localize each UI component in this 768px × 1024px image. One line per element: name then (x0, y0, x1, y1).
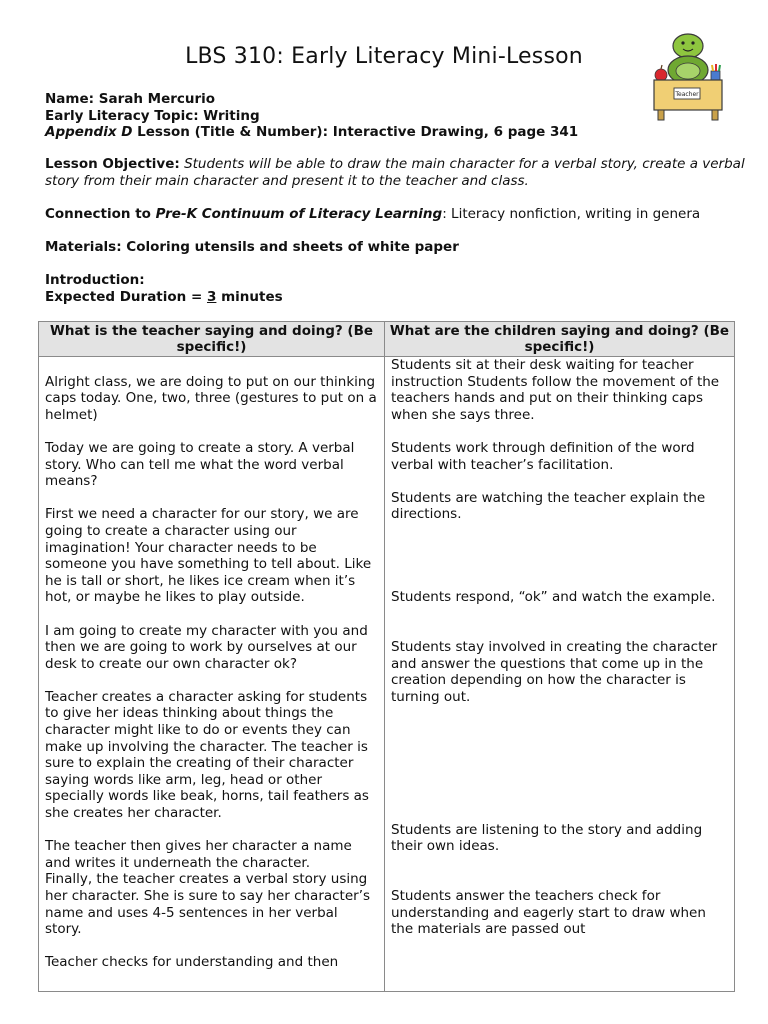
introduction-heading: Introduction: (45, 272, 145, 288)
teacher-step: I am going to create my character with you and then we are going to work by ourselves at our desk to create our own character ok? (45, 622, 368, 672)
children-step: Students are listening to the story and adding their own ideas. (391, 821, 703, 855)
teacher-step: Alright class, we are doing to put on our thinking caps today. One, two, three (gestures to put on a helmet) (45, 373, 377, 423)
teacher-sign-text: Teacher (675, 91, 699, 98)
appendix-label: Appendix D (45, 124, 133, 140)
teacher-step: Finally, the teacher creates a verbal story using her character. She is sure to say her character’s name and uses 4-5 sentences in her verbal story. (45, 871, 371, 938)
teacher-step: Teacher creates a character asking for students to give her ideas thinking about things the character might like to do or events they can make up involving the character. The teacher is sure to explain the creating of their character saying words like arm, leg, head or other specially words like beak, horns, tail feathers as she creates her character. (45, 688, 369, 822)
continuum-title: Pre-K Continuum of Literacy Learning (155, 206, 443, 222)
page-title: LBS 310: Early Literacy Mini-Lesson (185, 44, 583, 69)
materials-line: Materials: Coloring utensils and sheets of white paper (45, 239, 459, 255)
lesson-table (38, 321, 735, 992)
appendix-line (45, 124, 745, 141)
teacher-step: Teacher checks for understanding and then (45, 954, 339, 971)
connection-text: : Literacy nonfiction, writing in genera (442, 206, 701, 222)
literacy-topic: Early Literacy Topic: Writing (45, 107, 260, 124)
connection-line (45, 206, 745, 223)
children-column-header: What are the children saying and doing? (Be specific!) (385, 322, 735, 357)
student-info (45, 91, 745, 141)
expected-duration: Expected Duration = 3 minutes (45, 288, 283, 305)
teacher-step: Today we are going to create a story. A verbal story. Who can tell me what the word verbal means? (45, 439, 355, 490)
children-cell (385, 357, 735, 992)
objective-text: Students will be able to draw the main character for a verbal story, create a verbal story from their main character and present it to the teacher and class. (45, 156, 745, 189)
teacher-column-header: What is the teacher saying and doing? (Be specific!) (39, 322, 385, 357)
teacher-step: The teacher then gives her character a name and writes it underneath the character. (45, 838, 352, 871)
lesson-objective (45, 156, 745, 189)
objective-label: Lesson Objective: (45, 156, 180, 172)
teacher-cell (39, 357, 385, 992)
student-name: Name: Sarah Mercurio (45, 91, 216, 107)
children-step: Students work through definition of the word verbal with teacher’s facilitation. (391, 439, 695, 473)
children-step: Students are watching the teacher explain the directions. (391, 489, 706, 523)
children-step: Students respond, “ok” and watch the example. (391, 589, 716, 606)
children-step: Students sit at their desk waiting for teacher instruction Students follow the movement of the teachers hands and put on their thinking caps when she says three. (391, 357, 720, 423)
children-step: Students answer the teachers check for understanding and eagerly start to draw when the materials are passed out (391, 888, 706, 938)
duration-value: 3 (207, 288, 217, 305)
table-row (39, 357, 735, 992)
lesson-title: Lesson (Title & Number): Interactive Drawing, 6 page 341 (132, 124, 579, 140)
teacher-step: First we need a character for our story, we are going to create a character using our imagination! Your character needs to be someone you have something to tell about. Like he is tall or short, he likes ice cream when it’s hot, or maybe he likes to play outside. (45, 506, 372, 606)
introduction-block (45, 272, 745, 305)
children-step: Students stay involved in creating the character and answer the questions that come up in the creation depending on how the character is turning out. (391, 639, 718, 705)
table-header-row (39, 322, 735, 357)
connection-label: Connection to (45, 206, 156, 222)
